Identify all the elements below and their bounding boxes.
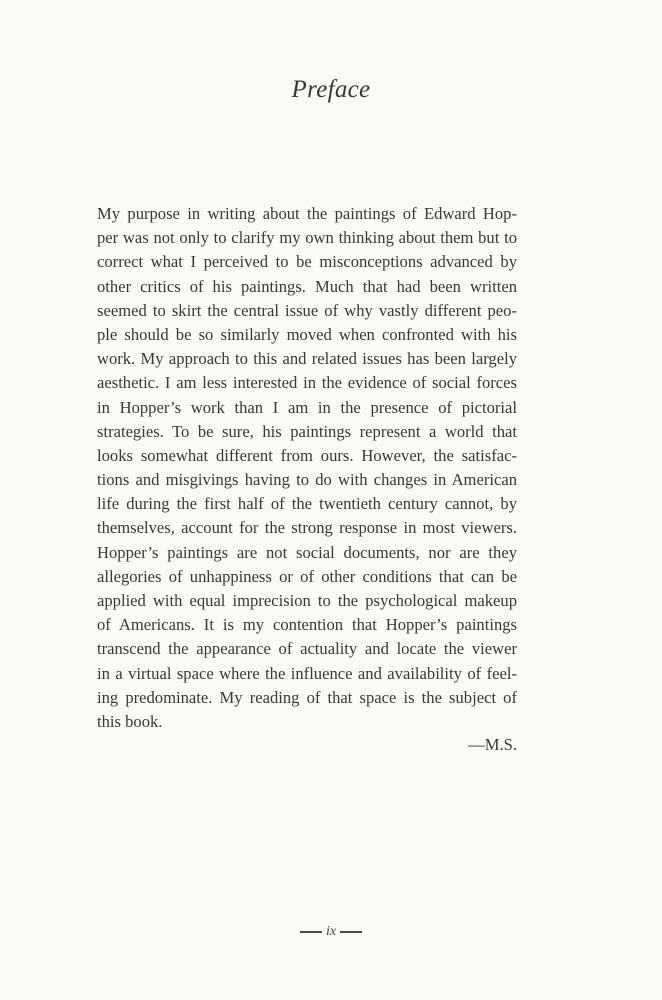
body-line: work. My approach to this and related issues has been largely (97, 349, 517, 369)
body-line-last: this book. (97, 711, 163, 731)
body-line: transcend the appearance of actuality and locate the viewer (97, 639, 517, 659)
body-line: per was not only to clarify my own thinking about them but to (97, 228, 517, 248)
page-number: ix (325, 924, 337, 939)
folio-right-dash (340, 931, 362, 933)
page-number-footer (0, 924, 662, 940)
author-signature: —M.S. (468, 735, 517, 754)
body-line: themselves, account for the strong response in most viewers. (97, 518, 517, 538)
body-line: tions and misgivings having to do with changes in American (97, 470, 517, 490)
body-line: My purpose in writing about the paintings of Edward Hop- (97, 204, 517, 223)
body-line: Hopper’s paintings are not social documents, nor are they (97, 542, 517, 562)
preface-body (97, 202, 517, 734)
body-line: seemed to skirt the central issue of why vastly different peo- (97, 300, 517, 320)
body-line: aesthetic. I am less interested in the evidence of social forces (97, 373, 517, 393)
body-line: correct what I perceived to be misconceptions advanced by (97, 252, 517, 272)
body-line: life during the first half of the twentieth century cannot, by (97, 494, 517, 514)
body-line: strategies. To be sure, his paintings represent a world that (97, 421, 517, 441)
body-line: looks somewhat different from ours. However, the satisfac- (97, 445, 517, 465)
body-line: ing predominate. My reading of that space is the subject of (97, 687, 517, 707)
body-line: ple should be so similarly moved when confronted with his (97, 324, 517, 344)
body-line: allegories of unhappiness or of other conditions that can be (97, 566, 517, 586)
folio-left-dash (300, 931, 322, 933)
body-line: of Americans. It is my contention that Hopper’s paintings (97, 615, 517, 635)
body-line: in a virtual space where the influence and availability of feel- (97, 663, 517, 683)
page-title: Preface (291, 76, 371, 103)
body-line: in Hopper’s work than I am in the presence of pictorial (97, 397, 517, 417)
body-line: other critics of his paintings. Much that had been written (97, 276, 517, 296)
body-line: applied with equal imprecision to the psychological makeup (97, 591, 517, 610)
